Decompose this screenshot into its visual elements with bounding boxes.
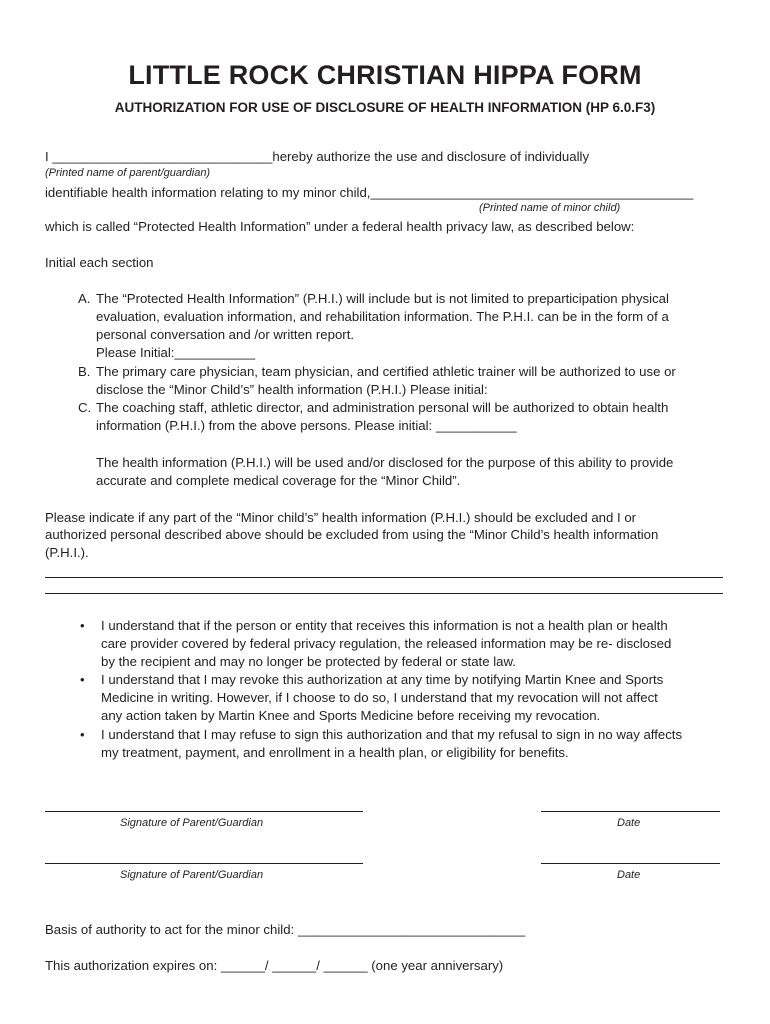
bullet-3-line-2: my treatment, payment, and enrollment in a health plan, or eligibility for benefits. [101, 745, 569, 760]
section-c-label: C. [78, 400, 92, 415]
bullet-1-icon: • [80, 618, 85, 633]
date-caption-2: Date [617, 869, 641, 881]
bullet-2-line-1: I understand that I may revoke this authorization at any time by notifying Martin Knee and Sports [101, 672, 664, 687]
section-a-line-2: evaluation, evaluation information, and rehabilitation information. The P.H.I. can be in the form of a [96, 309, 669, 324]
bullet-1-line-1: I understand that if the person or entity that receives this information is not a health plan or health [101, 618, 668, 633]
guardian-name-caption: (Printed name of parent/guardian) [45, 167, 211, 179]
section-a-label: A. [78, 291, 91, 306]
parent-signature-line-1[interactable] [45, 811, 363, 812]
minor-child-name-caption: (Printed name of minor child) [479, 202, 621, 214]
bullet-3-icon: • [80, 727, 85, 742]
bullet-1-line-2: care provider covered by federal privacy regulation, the released information may be re- disclosed [101, 636, 672, 651]
form-title: LITTLE ROCK CHRISTIAN HIPPA FORM [128, 60, 642, 90]
exclusion-text-line-2: authorized personal described above should be excluded from using the “Minor Child’s health information [45, 527, 659, 542]
guardian-name-line[interactable]: I ______________________________hereby authorize the use and disclosure of individually [45, 149, 590, 164]
section-a-line-3: personal conversation and /or written report. [96, 327, 355, 342]
initial-heading: Initial each section [45, 255, 154, 270]
bullet-3-line-1: I understand that I may refuse to sign this authorization and that my refusal to sign in no way affects [101, 727, 683, 742]
section-c-initial-field[interactable]: information (P.H.I.) from the above persons. Please initial: ___________ [96, 418, 517, 433]
exclusion-text-line-1: Please indicate if any part of the “Minor child’s” health information (P.H.I.) should be excluded and I or [45, 510, 637, 525]
form-subtitle: AUTHORIZATION FOR USE OF DISCLOSURE OF HEALTH INFORMATION (HP 6.0.F3) [114, 100, 656, 115]
basis-of-authority-field[interactable]: Basis of authority to act for the minor child: _______________________________ [45, 922, 526, 937]
section-a-line-1: The “Protected Health Information” (P.H.I.) will include but is not limited to preparticipation physical [96, 291, 669, 306]
phi-definition-text: which is called “Protected Health Information” under a federal health privacy law, as described below: [45, 219, 635, 234]
section-b-label: B. [78, 364, 91, 379]
signature-caption-2: Signature of Parent/Guardian [120, 869, 264, 881]
authorization-expiration-field[interactable]: This authorization expires on: ______/ ______/ ______ (one year anniversary) [45, 958, 504, 973]
bullet-2-line-3: any action taken by Martin Knee and Sports Medicine before receiving my revocation. [101, 708, 601, 723]
date-line-1[interactable] [541, 811, 720, 812]
minor-child-name-line[interactable]: identifiable health information relating to my minor child,____________________________________________ [45, 185, 694, 200]
bullet-2-line-2: Medicine in writing. However, if I choose to do so, I understand that my revocation will not affect [101, 690, 658, 705]
phi-use-note-line-2: accurate and complete medical coverage for the “Minor Child”. [96, 473, 461, 488]
section-a-initial-field[interactable]: Please Initial:___________ [96, 345, 256, 360]
parent-signature-line-2[interactable] [45, 863, 363, 864]
bullet-2-icon: • [80, 672, 85, 687]
exclusion-answer-line-1[interactable] [45, 577, 723, 578]
signature-caption-1: Signature of Parent/Guardian [120, 817, 264, 829]
section-b-initial-field[interactable]: disclose the “Minor Child’s” health information (P.H.I.) Please initial: [96, 382, 488, 397]
date-line-2[interactable] [541, 863, 720, 864]
exclusion-text-line-3: (P.H.I.). [45, 545, 89, 560]
date-caption-1: Date [617, 817, 641, 829]
section-c-line-1: The coaching staff, athletic director, and administration personal will be authorized to obtain health [96, 400, 669, 415]
bullet-1-line-3: by the recipient and may no longer be protected by federal or state law. [101, 654, 516, 669]
section-b-line-1: The primary care physician, team physician, and certified athletic trainer will be authorized to use or [96, 364, 676, 379]
exclusion-answer-line-2[interactable] [45, 593, 723, 594]
phi-use-note-line-1: The health information (P.H.I.) will be used and/or disclosed for the purpose of this ability to provide [96, 455, 674, 470]
